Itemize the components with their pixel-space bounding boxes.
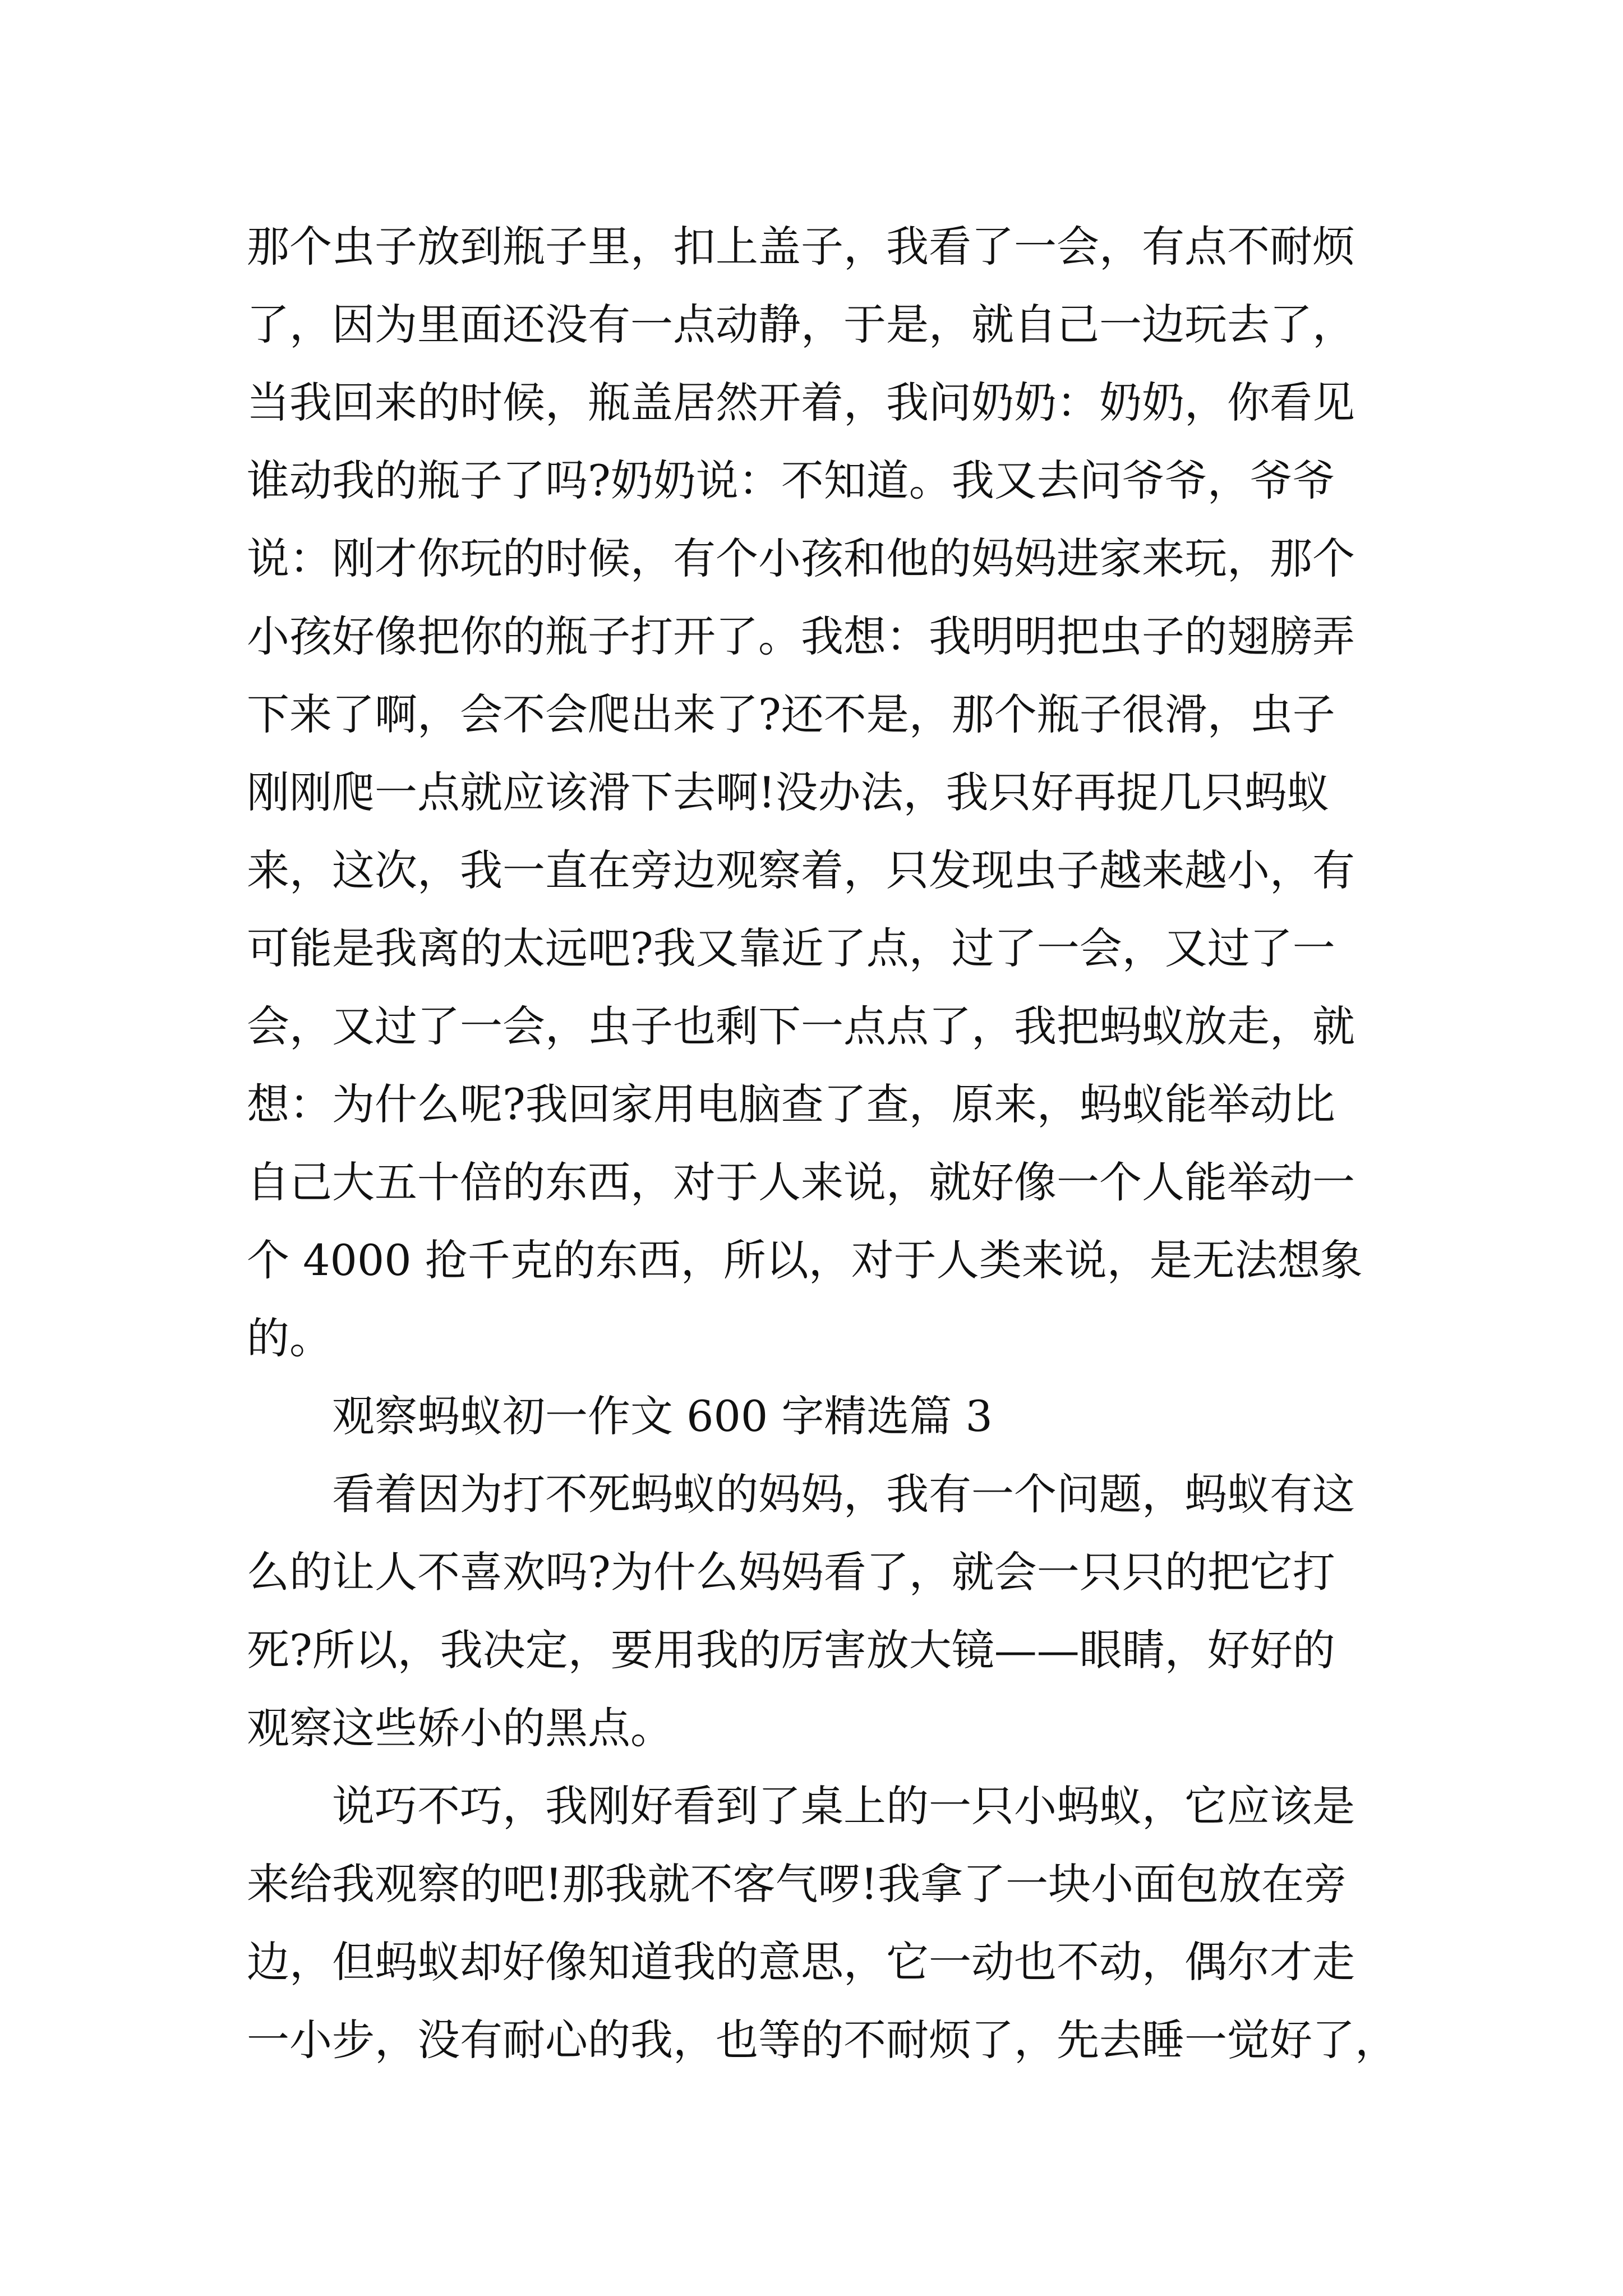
- text-line: 么的让人不喜欢吗?为什么妈妈看了，就会一只只的把它打: [247, 1547, 1335, 1597]
- text-line: 说：刚才你玩的时候，有个小孩和他的妈妈进家来玩，那个: [247, 533, 1355, 583]
- text-line: 边，但蚂蚁却好像知道我的意思，它一动也不动，偶尔才走: [247, 1937, 1355, 1987]
- text-line: 想：为什么呢?我回家用电脑查了查，原来，蚂蚁能举动比: [247, 1079, 1335, 1129]
- text-line: 自己大五十倍的东西，对于人来说，就好像一个人能举动一: [247, 1157, 1355, 1207]
- paragraph-first-line: 看着因为打不死蚂蚁的妈妈，我有一个问题，蚂蚁有这: [332, 1469, 1355, 1519]
- text-line: 的。: [247, 1313, 332, 1363]
- paragraph-first-line: 说巧不巧，我刚好看到了桌上的一只小蚂蚁，它应该是: [332, 1781, 1355, 1831]
- text-line: 死?所以，我决定，要用我的厉害放大镜——眼睛，好好的: [247, 1625, 1335, 1675]
- text-line: 观察这些娇小的黑点。: [247, 1703, 673, 1753]
- text-line: 个 4000 抢千克的东西，所以，对于人类来说，是无法想象: [247, 1235, 1363, 1285]
- text-line: 了，因为里面还没有一点动静，于是，就自己一边玩去了，: [247, 300, 1355, 349]
- text-line: 小孩好像把你的瓶子打开了。我想：我明明把虫子的翅膀弄: [247, 611, 1355, 661]
- text-line: 当我回来的时候，瓶盖居然开着，我问奶奶：奶奶，你看见: [247, 378, 1355, 427]
- text-line: 一小步，没有耐心的我，也等的不耐烦了，先去睡一觉好了，: [247, 2015, 1398, 2065]
- text-line: 那个虫子放到瓶子里，扣上盖子，我看了一会，有点不耐烦: [247, 222, 1355, 272]
- text-line: 刚刚爬一点就应该滑下去啊!没办法，我只好再捉几只蚂蚁: [247, 767, 1330, 817]
- text-line: 下来了啊，会不会爬出来了?还不是，那个瓶子很滑，虫子: [247, 689, 1335, 739]
- text-line: 来，这次，我一直在旁边观察着，只发现虫子越来越小，有: [247, 845, 1355, 895]
- section-heading: 观察蚂蚁初一作文 600 字精选篇 3: [332, 1391, 993, 1441]
- text-line: 会，又过了一会，虫子也剩下一点点了，我把蚂蚁放走，就: [247, 1001, 1355, 1051]
- essay-text: [247, 208, 1398, 2079]
- text-line: 谁动我的瓶子了吗?奶奶说：不知道。我又去问爷爷，爷爷: [247, 455, 1335, 505]
- text-line: 可能是我离的太远吧?我又靠近了点，过了一会，又过了一: [247, 923, 1335, 973]
- text-line: 来给我观察的吧!那我就不客气啰!我拿了一块小面包放在旁: [247, 1859, 1347, 1909]
